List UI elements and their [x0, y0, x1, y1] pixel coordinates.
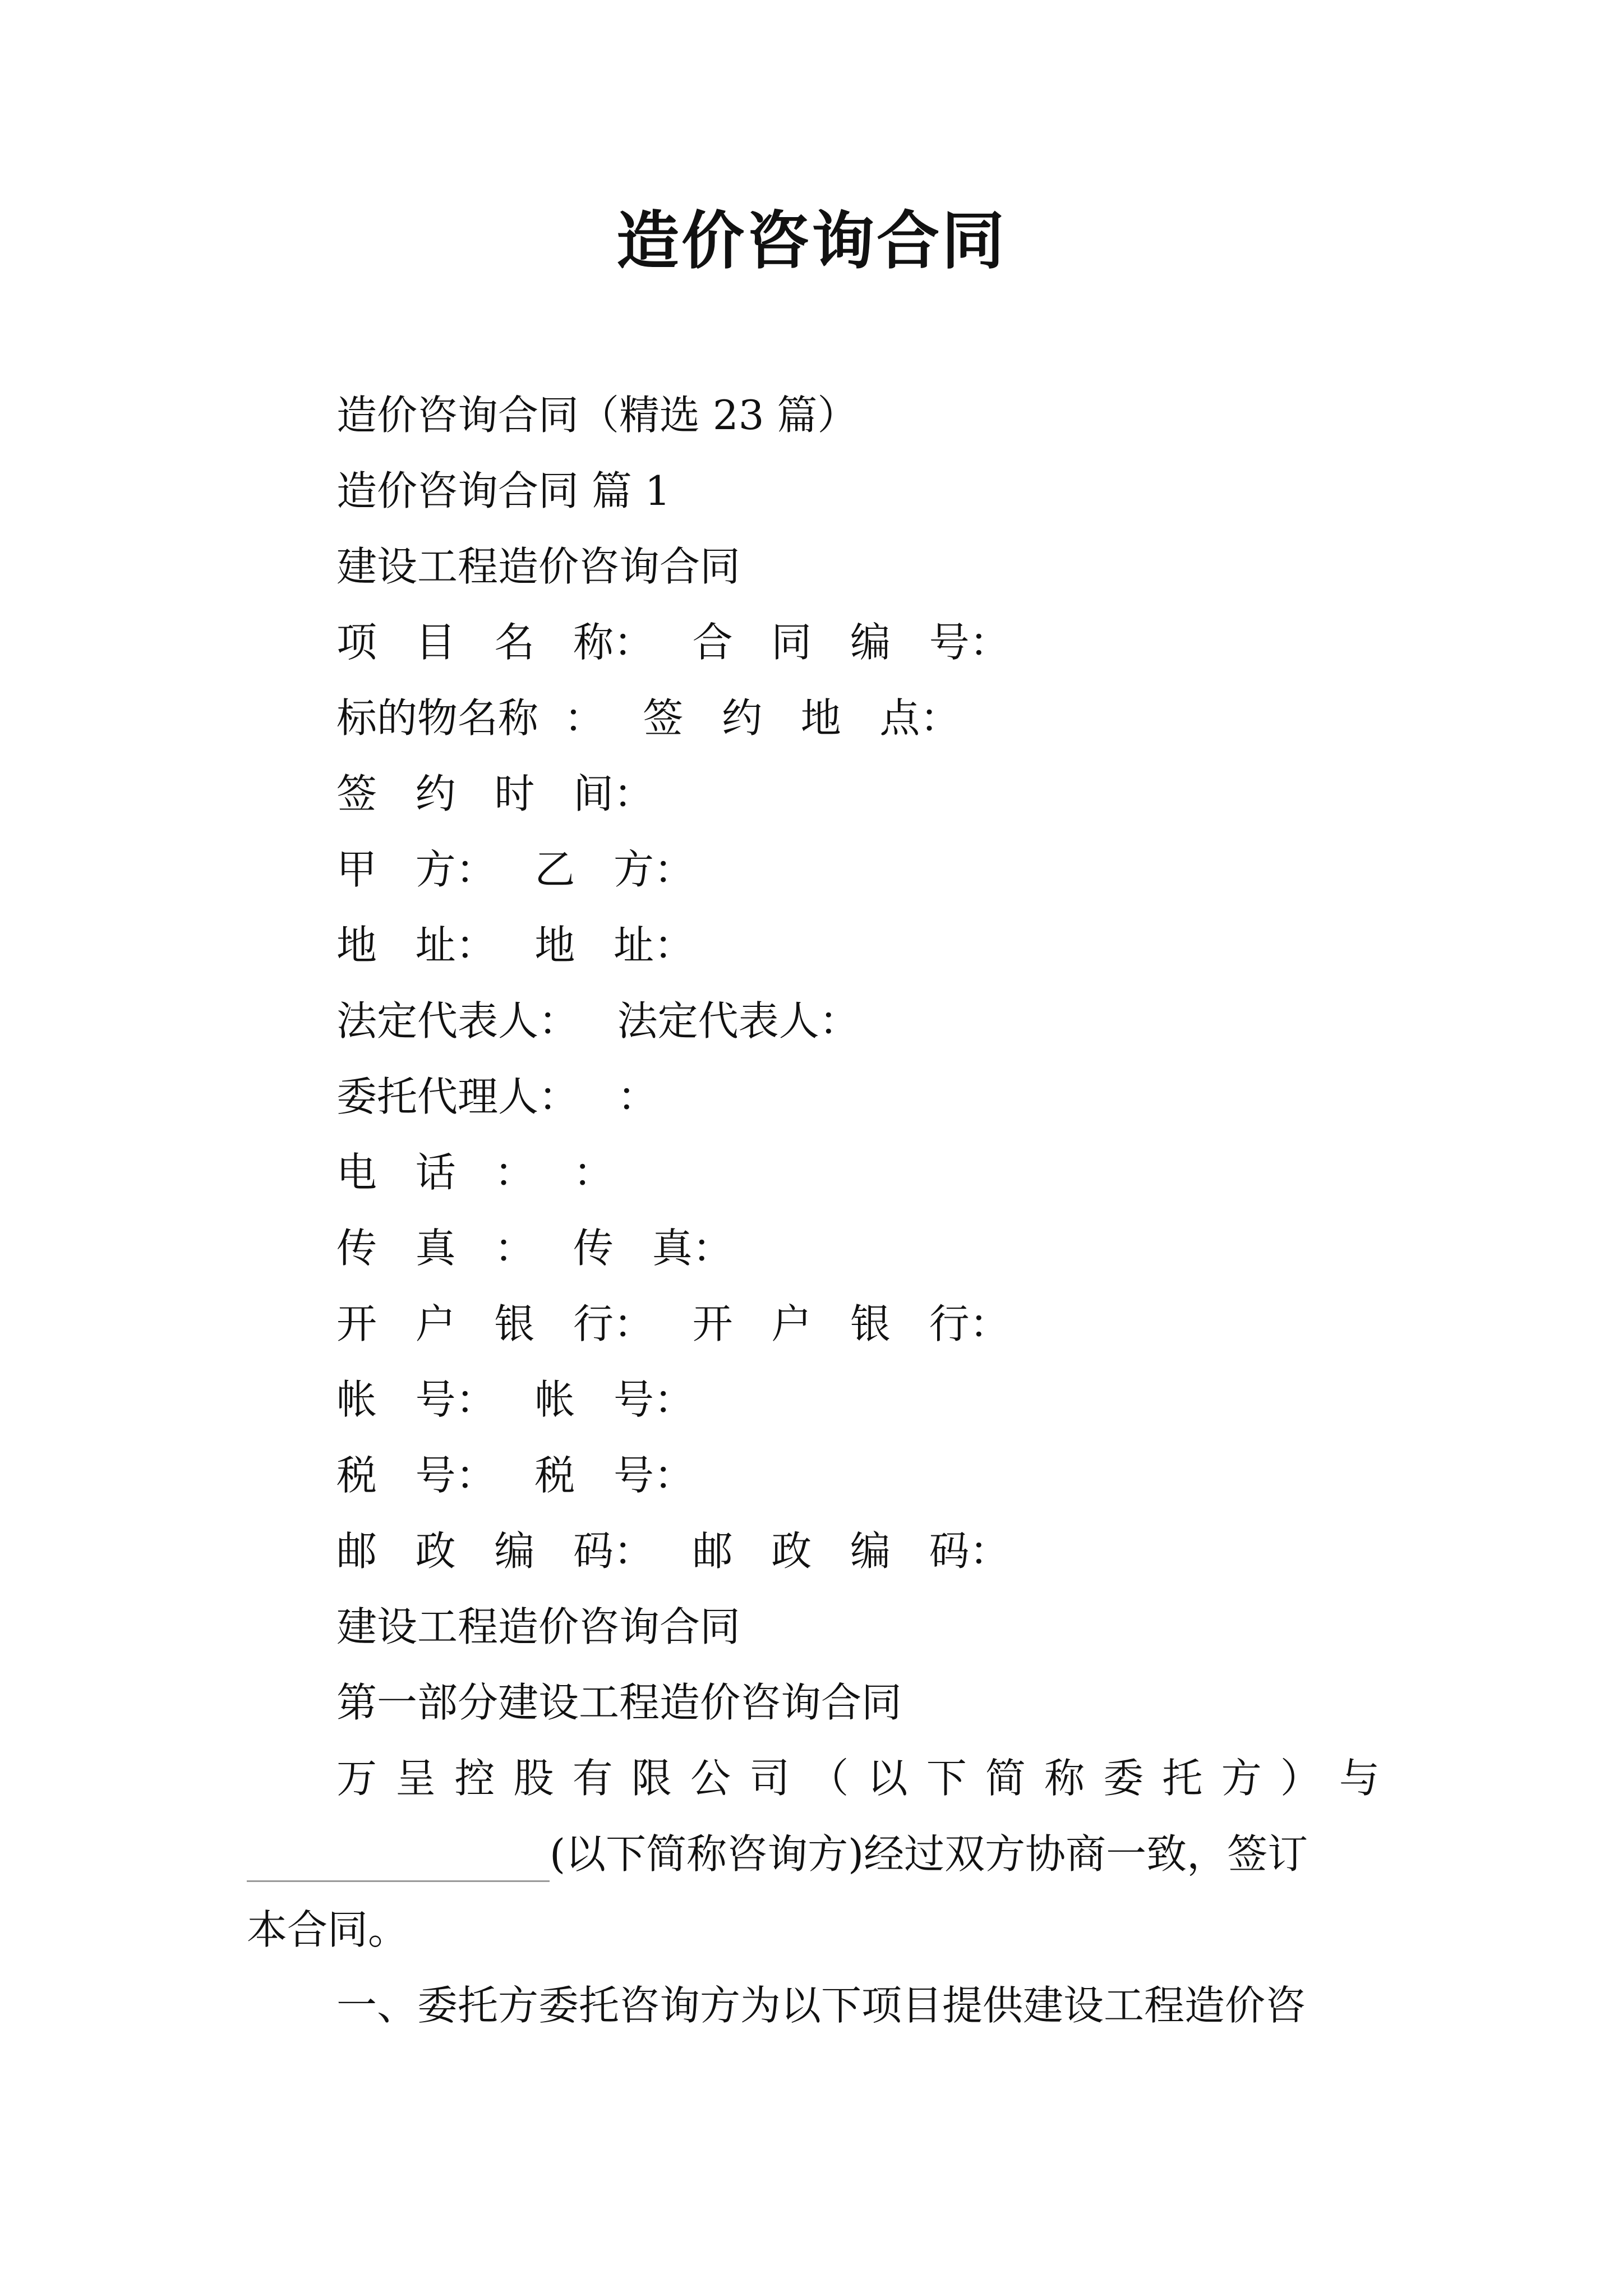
document-line: 甲 方： 乙 方： — [336, 846, 694, 893]
document-title: 造价咨询合同 — [616, 204, 1007, 278]
document-line: 地 址： 地 址： — [336, 922, 694, 969]
char: 呈 — [395, 1755, 436, 1802]
char: 万 — [336, 1755, 377, 1802]
fill-in-blank — [247, 1841, 550, 1882]
char: 公 — [690, 1755, 731, 1802]
document-line: 委托代理人： ： — [336, 1073, 658, 1120]
paragraph-line: 本合同。 — [247, 1906, 409, 1953]
paragraph-line — [247, 1750, 1380, 1806]
char: ） — [1280, 1755, 1321, 1802]
paragraph-text: (以下简称咨询方)经过双方协商一致，签订 — [550, 1830, 1308, 1878]
char: 托 — [1162, 1755, 1203, 1802]
document-line: 造价咨询合同（精选 23 篇） — [336, 392, 858, 439]
document-line: 签 约 时 间： — [336, 770, 654, 817]
document-line: 标的物名称 ： 签 约 地 点： — [336, 694, 961, 742]
document-line: 建设工程造价咨询合同 — [336, 543, 741, 590]
char: 与 — [1339, 1755, 1380, 1802]
document-line: 税 号： 税 号： — [336, 1452, 694, 1499]
char: 称 — [1044, 1755, 1085, 1802]
char: 股 — [513, 1755, 554, 1802]
document-line: 造价咨询合同 篇 1 — [336, 467, 671, 514]
document-line: 传 真 ： 传 真： — [336, 1225, 733, 1272]
paragraph-intro — [247, 1750, 1380, 1958]
document-line: 电 话 ： ： — [336, 1149, 614, 1196]
char: 方 — [1221, 1755, 1262, 1802]
document-line: 法定代表人： 法定代表人： — [336, 997, 860, 1045]
document-line: 项 目 名 称： 合 同 编 号： — [336, 619, 1010, 666]
char: 以 — [867, 1755, 908, 1802]
char: 司 — [749, 1755, 790, 1802]
paragraph-line — [247, 1826, 1380, 1882]
char: 有 — [572, 1755, 613, 1802]
document-line: 帐 号： 帐 号： — [336, 1376, 694, 1423]
char: 限 — [631, 1755, 672, 1802]
char: 委 — [1103, 1755, 1144, 1802]
document-line: 建设工程造价咨询合同 — [336, 1603, 741, 1650]
paragraph-line: 一、委托方委托咨询方为以下项目提供建设工程造价咨 — [336, 1982, 1306, 2029]
char: （ — [808, 1755, 849, 1802]
char: 简 — [985, 1755, 1026, 1802]
char: 控 — [454, 1755, 495, 1802]
paragraph-clause-1 — [247, 1977, 1380, 2033]
document-line: 开 户 银 行： 开 户 银 行： — [336, 1300, 1010, 1347]
document-line: 邮 政 编 码： 邮 政 编 码： — [336, 1527, 1010, 1575]
document-line: 第一部分建设工程造价咨询合同 — [336, 1679, 902, 1726]
char: 下 — [926, 1755, 967, 1802]
